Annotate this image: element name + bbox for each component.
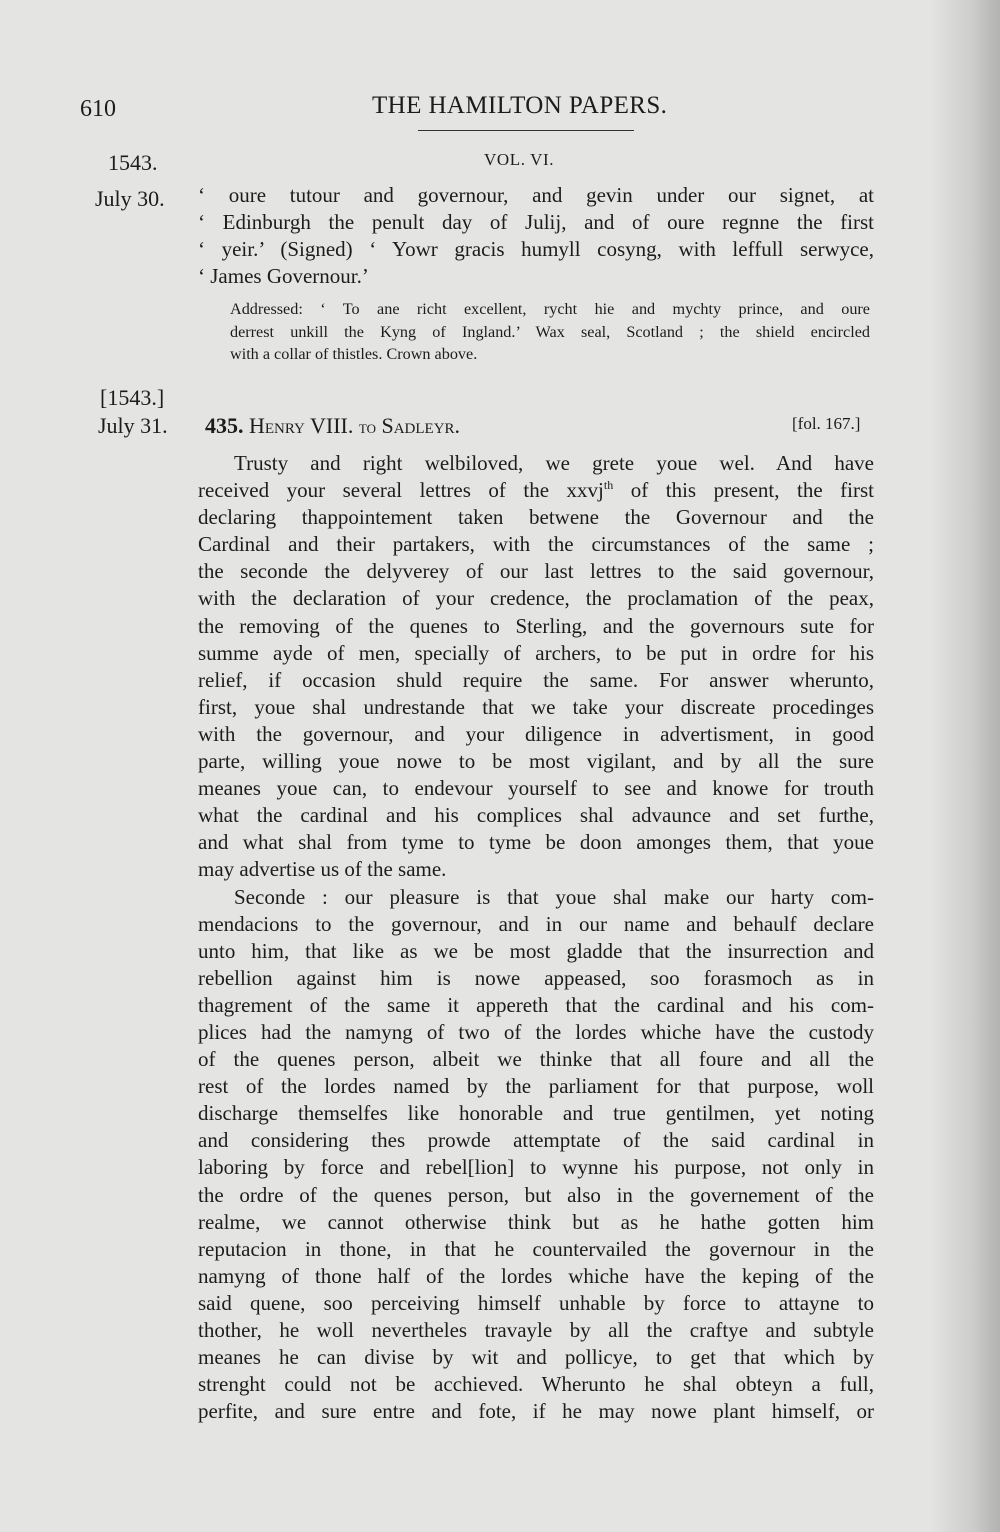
- text-line: strenght could not be acchieved. Wherunto he shal obteyn a full,: [198, 1372, 874, 1397]
- document-heading: [205, 413, 460, 439]
- folio-reference: [fol. 167.]: [792, 414, 861, 433]
- text-line: ‘ James Governour.’: [198, 264, 369, 289]
- margin-date-prev: July 30.: [95, 186, 165, 211]
- text-line: with the declaration of your credence, the proclamation of the peax,: [198, 586, 874, 611]
- document-recipient: Sadleyr.: [381, 413, 461, 438]
- text-line: Seconde : our pleasure is that youe shal make our harty com-: [234, 884, 874, 909]
- text-line: realme, we cannot otherwise think but as he hathe gotten him: [198, 1209, 874, 1234]
- margin-year-bracketed: [1543.]: [100, 385, 165, 410]
- text-line: and what shal from tyme to tyme be doon amonges them, that youe: [198, 830, 874, 855]
- text-line: summe ayde of men, specially of archers, to be put in ordre for his: [198, 640, 874, 665]
- page-gutter-shadow: [930, 0, 1000, 1532]
- text-line: meanes youe can, to endevour yourself to see and knowe for trouth: [198, 776, 874, 801]
- address-note: [230, 298, 870, 366]
- margin-year: 1543.: [108, 150, 158, 175]
- paragraph-1: [198, 450, 874, 1425]
- text-line: meanes he can divise by wit and pollicye, to get that which by: [198, 1345, 874, 1370]
- text-line: unto him, that like as we be most gladde that the insurrection and: [198, 938, 874, 963]
- text-line: ‘ oure tutour and governour, and gevin under our signet, at: [198, 183, 874, 207]
- text-line: of the quenes person, albeit we thinke that all foure and all the: [198, 1047, 874, 1072]
- text-line: mendacions to the governour, and in our name and behaulf declare: [198, 911, 874, 936]
- document-number: 435.: [205, 413, 244, 438]
- text-line: Cardinal and their partakers, with the circumstances of the same ;: [198, 532, 874, 557]
- text-line: reputacion in thone, in that he countervailed the governour in the: [198, 1236, 874, 1261]
- prev-letter-closing: [198, 182, 874, 290]
- text-line: ‘ Edinburgh the penult day of Julij, and of oure regnne the first: [198, 210, 874, 235]
- document-to: to: [358, 417, 376, 437]
- text-line: thagrement of the same it appereth that the cardinal and his com-: [198, 992, 874, 1017]
- text-line: said quene, soo perceiving himself unhable by force to attayne to: [198, 1290, 874, 1315]
- address-line: with a collar of thistles. Crown above.: [230, 345, 478, 363]
- text-line: discharge themselfes like honorable and true gentilmen, yet noting: [198, 1101, 874, 1126]
- text-line: relief, if occasion shuld require the same. For answer wherunto,: [198, 667, 874, 692]
- text-line: what the cardinal and his complices shal advaunce and set furthe,: [198, 803, 874, 828]
- text-line: Trusty and right welbiloved, we grete youe wel. And have: [234, 451, 874, 475]
- text-line: thother, he woll nevertheles travayle by all the craftye and subtyle: [198, 1318, 874, 1342]
- text-line: the removing of the quenes to Sterling, and the governours sute for: [198, 613, 874, 638]
- text-line: namyng of thone half of the lordes whiche have the keping of the: [198, 1263, 874, 1288]
- text-line: received your several lettres of the xxvj$^{th}$ of this present, the first: [198, 478, 874, 503]
- text-line: the ordre of the quenes person, but also in the governement of the: [198, 1182, 874, 1207]
- text-line: with the governour, and your diligence in advertisment, in good: [198, 721, 874, 746]
- text-line: first, youe shal undrestande that we take your discreate procedinges: [198, 694, 874, 719]
- text-line: the seconde the delyverey of our last lettres to the said governour,: [198, 559, 874, 584]
- page-number: 610: [80, 96, 116, 122]
- text-line: rebellion against him is nowe appeased, soo forasmoch as in: [198, 965, 874, 990]
- text-line: plices had the namyng of two of the lordes whiche have the custody: [198, 1019, 874, 1044]
- text-line: declaring thappointement taken betwene the Governour and the: [198, 505, 874, 530]
- text-line: and considering thes prowde attemptate of the said cardinal in: [198, 1128, 874, 1153]
- text-line: may advertise us of the same.: [198, 857, 447, 882]
- address-line: derrest unkill the Kyng of Ingland.’ Wax seal, Scotland ; the shield encircled: [230, 322, 870, 341]
- margin-date-main: July 31.: [98, 413, 168, 438]
- text-line: ‘ yeir.’ (Signed) ‘ Yowr gracis humyll cosyng, with leffull serwyce,: [198, 237, 874, 262]
- running-title: THE HAMILTON PAPERS.: [372, 92, 668, 119]
- text-line: parte, willing youe nowe to be most vigilant, and by all the sure: [198, 749, 874, 774]
- text-line: laboring by force and rebel[lion] to wynne his purpose, not only in: [198, 1155, 874, 1180]
- document-sender: Henry VIII.: [249, 413, 354, 438]
- volume-label: VOL. VI.: [484, 150, 555, 169]
- text-line: perfite, and sure entre and fote, if he may nowe plant himself, or: [198, 1399, 874, 1424]
- header-rule: [418, 130, 634, 131]
- address-line: Addressed: ‘ To ane richt excellent, rycht hie and mychty prince, and oure: [230, 300, 870, 318]
- text-line: rest of the lordes named by the parliament for that purpose, woll: [198, 1074, 874, 1099]
